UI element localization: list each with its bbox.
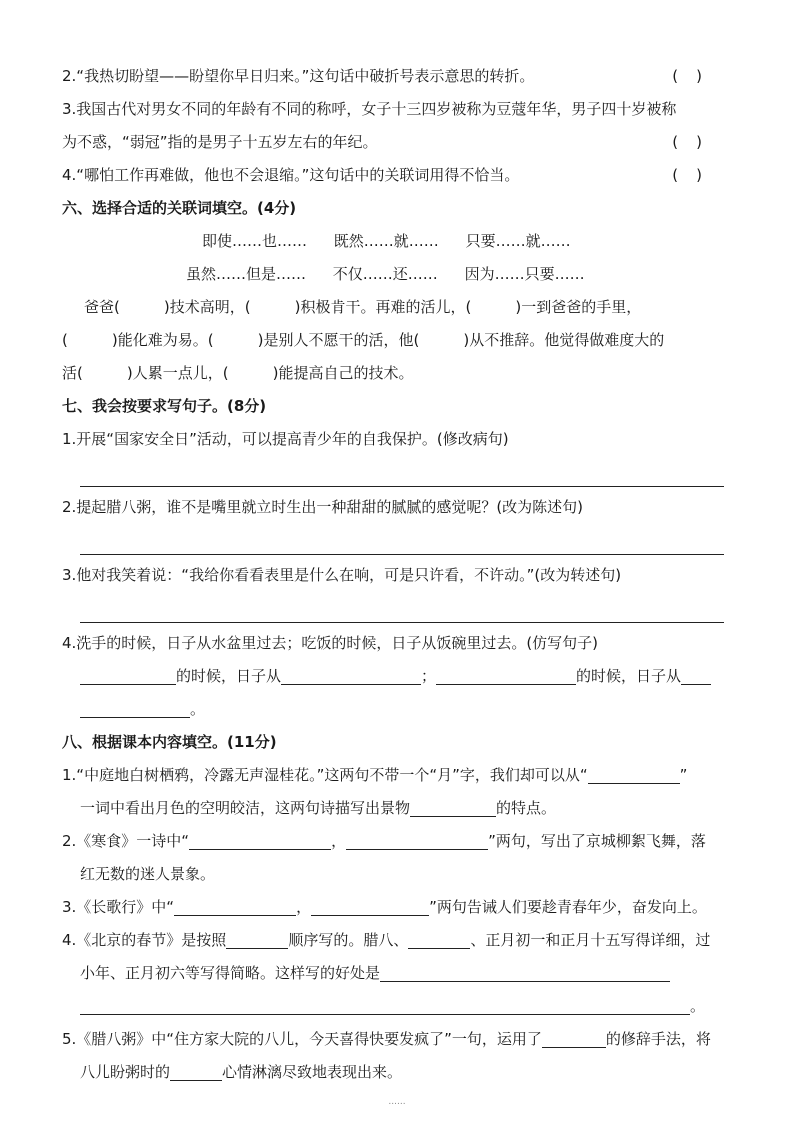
- blank[interactable]: [588, 763, 680, 784]
- section-7-heading: 七、我会按要求写句子。(8分): [62, 397, 267, 415]
- judge-text: 为不惑，“弱冠”指的是男子十五岁左右的年纪。: [62, 133, 378, 151]
- answer-paren[interactable]: (): [672, 67, 720, 85]
- page-footer: ......: [388, 1097, 406, 1107]
- textbook-item-5b: 八儿盼粥时的 心情淋漓尽致地表现出来。: [62, 1056, 724, 1089]
- fill-paragraph-3: 活( )人累一点儿，( )能提高自己的技术。: [62, 364, 414, 382]
- blank[interactable]: [80, 994, 690, 1015]
- judge-text: 2.“我热切盼望——盼望你早日归来。”这句话中破折号表示意思的转折。: [62, 67, 535, 85]
- rewrite-item-3: 3.他对我笑着说：“我给你看看表里是什么在响，可是只许看，不许动。”(改为转述句): [62, 566, 622, 584]
- blank[interactable]: [189, 829, 331, 850]
- blank[interactable]: [346, 829, 488, 850]
- answer-paren[interactable]: (): [672, 166, 720, 184]
- section-6-heading: 六、选择合适的关联词填空。(4分): [62, 199, 297, 217]
- blank[interactable]: [226, 928, 288, 949]
- fill-paragraph-2: ( )能化难为易。( )是别人不愿干的活，他( )从不推辞。他觉得做难度大的: [62, 331, 665, 349]
- judge-item-2: [62, 60, 724, 93]
- blank[interactable]: [471, 296, 515, 316]
- option: 不仅……还……: [332, 265, 438, 283]
- judge-text: 3.我国古代对男女不同的年龄有不同的称呼，女子十三四岁被称为豆蔻年华，男子四十岁被称: [62, 100, 677, 118]
- answer-line[interactable]: [80, 592, 724, 623]
- option: 因为……只要……: [464, 265, 585, 283]
- judge-item-3b: [62, 126, 724, 159]
- rewrite-item-1: 1.开展“国家安全日”活动，可以提高青少年的自我保护。(修改病句): [62, 430, 509, 448]
- section-8-heading: 八、根据课本内容填空。(11分): [62, 733, 277, 751]
- blank[interactable]: [80, 697, 190, 718]
- textbook-item-3: 3.《长歌行》中“ ， ”两句告诫人们要趁青春年少，奋发向上。: [62, 891, 724, 924]
- imitation-blanks: 的时候，日子从 ； 的时候，日子从: [62, 660, 724, 693]
- judge-text: 4.“哪怕工作再难做，他也不会退缩。”这句话中的关联词用得不恰当。: [62, 166, 520, 184]
- blank[interactable]: [410, 796, 496, 817]
- blank[interactable]: [174, 895, 296, 916]
- blank[interactable]: [311, 895, 429, 916]
- judge-item-4: [62, 159, 724, 192]
- blank[interactable]: [436, 664, 576, 685]
- blank[interactable]: [120, 296, 164, 316]
- textbook-item-4b: 小年、正月初六等写得简略。这样写的好处是: [62, 957, 724, 990]
- blank[interactable]: [408, 928, 470, 949]
- judge-item-3a: [62, 93, 724, 126]
- blank[interactable]: [419, 329, 463, 349]
- blank[interactable]: [251, 296, 295, 316]
- blank[interactable]: [80, 664, 176, 685]
- blank[interactable]: [229, 362, 273, 382]
- option: 既然……就……: [333, 232, 439, 250]
- answer-line[interactable]: [80, 524, 724, 555]
- textbook-item-1b: 一词中看出月色的空明皎洁，这两句诗描写出景物 的特点。: [62, 792, 724, 825]
- conjunction-options-row-1: [62, 225, 724, 258]
- fill-paragraph: 爸爸( )技术高明，( )积极肯干。再难的活儿，( )一到爸爸的手里，: [84, 298, 642, 316]
- blank[interactable]: [281, 664, 421, 685]
- option: 虽然……但是……: [186, 265, 307, 283]
- blank[interactable]: [214, 329, 258, 349]
- textbook-item-4c: 。: [62, 990, 724, 1023]
- imitation-blanks-end: 。: [62, 693, 724, 726]
- textbook-item-5a: 5.《腊八粥》中“住方家大院的八儿，今天喜得快要发疯了”一句，运用了 的修辞手法，将: [62, 1023, 724, 1056]
- textbook-item-4a: 4.《北京的春节》是按照 顺序写的。腊八、 、正月初一和正月十五写得详细，过: [62, 924, 724, 957]
- answer-line[interactable]: [80, 456, 724, 487]
- blank[interactable]: [380, 961, 670, 982]
- textbook-item-2b: 红无数的迷人景象。: [80, 865, 216, 883]
- blank[interactable]: [542, 1027, 606, 1048]
- blank[interactable]: [68, 329, 112, 349]
- blank[interactable]: [681, 664, 711, 685]
- rewrite-item-2: 2.提起腊八粥，谁不是嘴里就立时生出一种甜甜的腻腻的感觉呢？(改为陈述句): [62, 498, 584, 516]
- textbook-item-2a: 2.《寒食》一诗中“ ， ”两句，写出了京城柳絮飞舞，落: [62, 825, 724, 858]
- answer-paren[interactable]: (): [672, 133, 720, 151]
- blank[interactable]: [83, 362, 127, 382]
- conjunction-options-row-2: [62, 258, 724, 291]
- textbook-item-1a: 1.“中庭地白树栖鸦，冷露无声湿桂花。”这两句不带一个“月”字，我们却可以从“ ”: [62, 759, 724, 792]
- option: 只要……就……: [465, 232, 571, 250]
- option: 即使……也……: [202, 232, 308, 250]
- rewrite-item-4: 4.洗手的时候，日子从水盆里过去；吃饭的时候，日子从饭碗里过去。(仿写句子): [62, 634, 599, 652]
- blank[interactable]: [170, 1060, 222, 1081]
